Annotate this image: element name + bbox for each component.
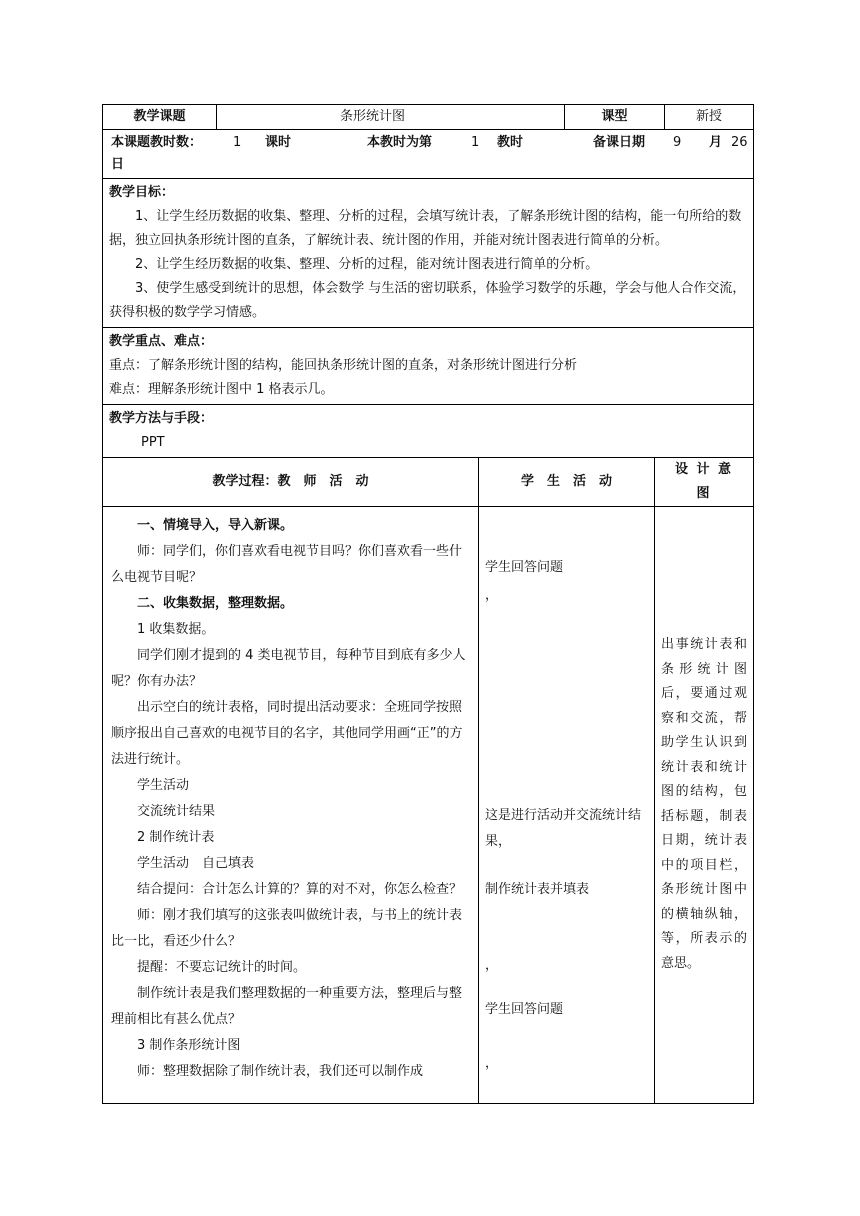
session-value: 1 (471, 135, 480, 150)
lesson-plan-table (102, 104, 754, 458)
goals-section (103, 179, 754, 328)
key-points-section (103, 328, 754, 405)
prep-month: 9 (673, 135, 682, 150)
difficulty-text: 难点：理解条形统计图中 1 格表示几。 (109, 382, 334, 397)
meta-row (103, 130, 754, 179)
prep-date-label: 备课日期 (593, 135, 646, 150)
lesson-plan (102, 104, 753, 1104)
focus-text: 重点：了解条形统计图的结构，能回执条形统计图的直条，对条形统计图进行分析 (109, 358, 578, 373)
student-line: 学生回答问题 (485, 1002, 564, 1017)
teacher-line: 1 收集数据。 (137, 622, 215, 637)
teacher-line: 结合提问：合计怎么计算的？算的对不对，你怎么检查？ (137, 882, 463, 897)
student-line: 制作统计表并填表 (485, 882, 590, 897)
teacher-line: 提醒：不要忘记统计的时间。 (137, 960, 307, 975)
student-line: ， (485, 958, 499, 973)
student-activity-content (479, 507, 655, 1104)
topic-label: 教学课题 (103, 105, 217, 130)
goal-item: 3、使学生感受到统计的思想，体会数学 与生活的密切联系，体验学习数学的乐趣，学会与他人合作交流，获得积极的数学学习情感。 (109, 281, 746, 320)
goals-label: 教学目标： (109, 185, 175, 200)
topic-value: 条形统计图 (217, 105, 565, 130)
hours-label: 本课题教时数： (111, 135, 203, 150)
section-heading: 二、收集数据，整理数据。 (137, 596, 294, 611)
prep-day: 26 (731, 135, 748, 150)
teacher-activity-content (103, 507, 479, 1104)
goal-item: 1、让学生经历数据的收集、整理、分析的过程，会填写统计表，了解条形统计图的结构，能一句所给的数据，独立回执条形统计图的直条，了解统计表、统计图的作用，并能对统计图表进行简单的分析。 (109, 209, 742, 248)
teacher-line: 学生活动 自己填表 (137, 856, 255, 871)
teacher-line: 师：刚才我们填写的这张表叫做统计表，与书上的统计表比一比，看还少什么？ (111, 908, 463, 949)
hours-unit: 课时 (265, 135, 292, 150)
teacher-line: 师：同学们，你们喜欢看电视节目吗？你们喜欢看一些什么电视节目呢？ (111, 544, 463, 585)
design-intent-header: 设 计 意 图 (655, 458, 754, 507)
student-line: 这是进行活动并交流统计结果， (485, 808, 642, 849)
teacher-line: 3 制作条形统计图 (137, 1038, 241, 1053)
teacher-line: 同学们刚才提到的 4 类电视节目，每种节目到底有多少人呢？你有办法？ (111, 648, 466, 689)
month-unit: 月 (709, 135, 723, 150)
process-table (102, 457, 754, 1104)
methods-label: 教学方法与手段： (109, 411, 214, 426)
key-points-label: 教学重点、难点： (109, 334, 214, 349)
day-unit: 日 (111, 157, 125, 172)
session-label: 本教时为第 (367, 135, 433, 150)
teacher-line: 师：整理数据除了制作统计表，我们还可以制作成 (137, 1064, 424, 1079)
type-label: 课型 (565, 105, 665, 130)
teacher-line: 学生活动 (137, 778, 190, 793)
design-intent-content (655, 507, 754, 1104)
student-line: ， (485, 588, 499, 603)
teacher-line: 交流统计结果 (137, 804, 216, 819)
type-value: 新授 (665, 105, 754, 130)
student-line: ， (485, 1056, 499, 1071)
hours-value: 1 (233, 135, 242, 150)
student-activity-header: 学 生 活 动 (479, 458, 655, 507)
teacher-activity-header: 教学过程：教 师 活 动 (103, 458, 479, 507)
design-intent-text: 出事统计表和条形统计图后，要通过观察和交流，帮助学生认识到统计表和统计图的结构，包括标题，制表日期，统计表中的项目栏，条形统计图中的横轴纵轴，等，所表示的意思。 (661, 637, 747, 971)
goal-item: 2、让学生经历数据的收集、整理、分析的过程，能对统计图表进行简单的分析。 (135, 257, 599, 272)
teacher-line: 2 制作统计表 (137, 830, 215, 845)
teacher-line: 出示空白的统计表格，同时提出活动要求：全班同学按照顺序报出自己喜欢的电视节目的名字，其他同学用画“正”的方法进行统计。 (111, 700, 463, 767)
teacher-line: 制作统计表是我们整理数据的一种重要方法，整理后与整理前相比有甚么优点？ (111, 986, 463, 1027)
session-unit: 教时 (497, 135, 524, 150)
student-line: 学生回答问题 (485, 560, 564, 575)
methods-value: PPT (141, 435, 165, 450)
methods-section (103, 405, 754, 458)
section-heading: 一、情境导入，导入新课。 (137, 518, 294, 533)
